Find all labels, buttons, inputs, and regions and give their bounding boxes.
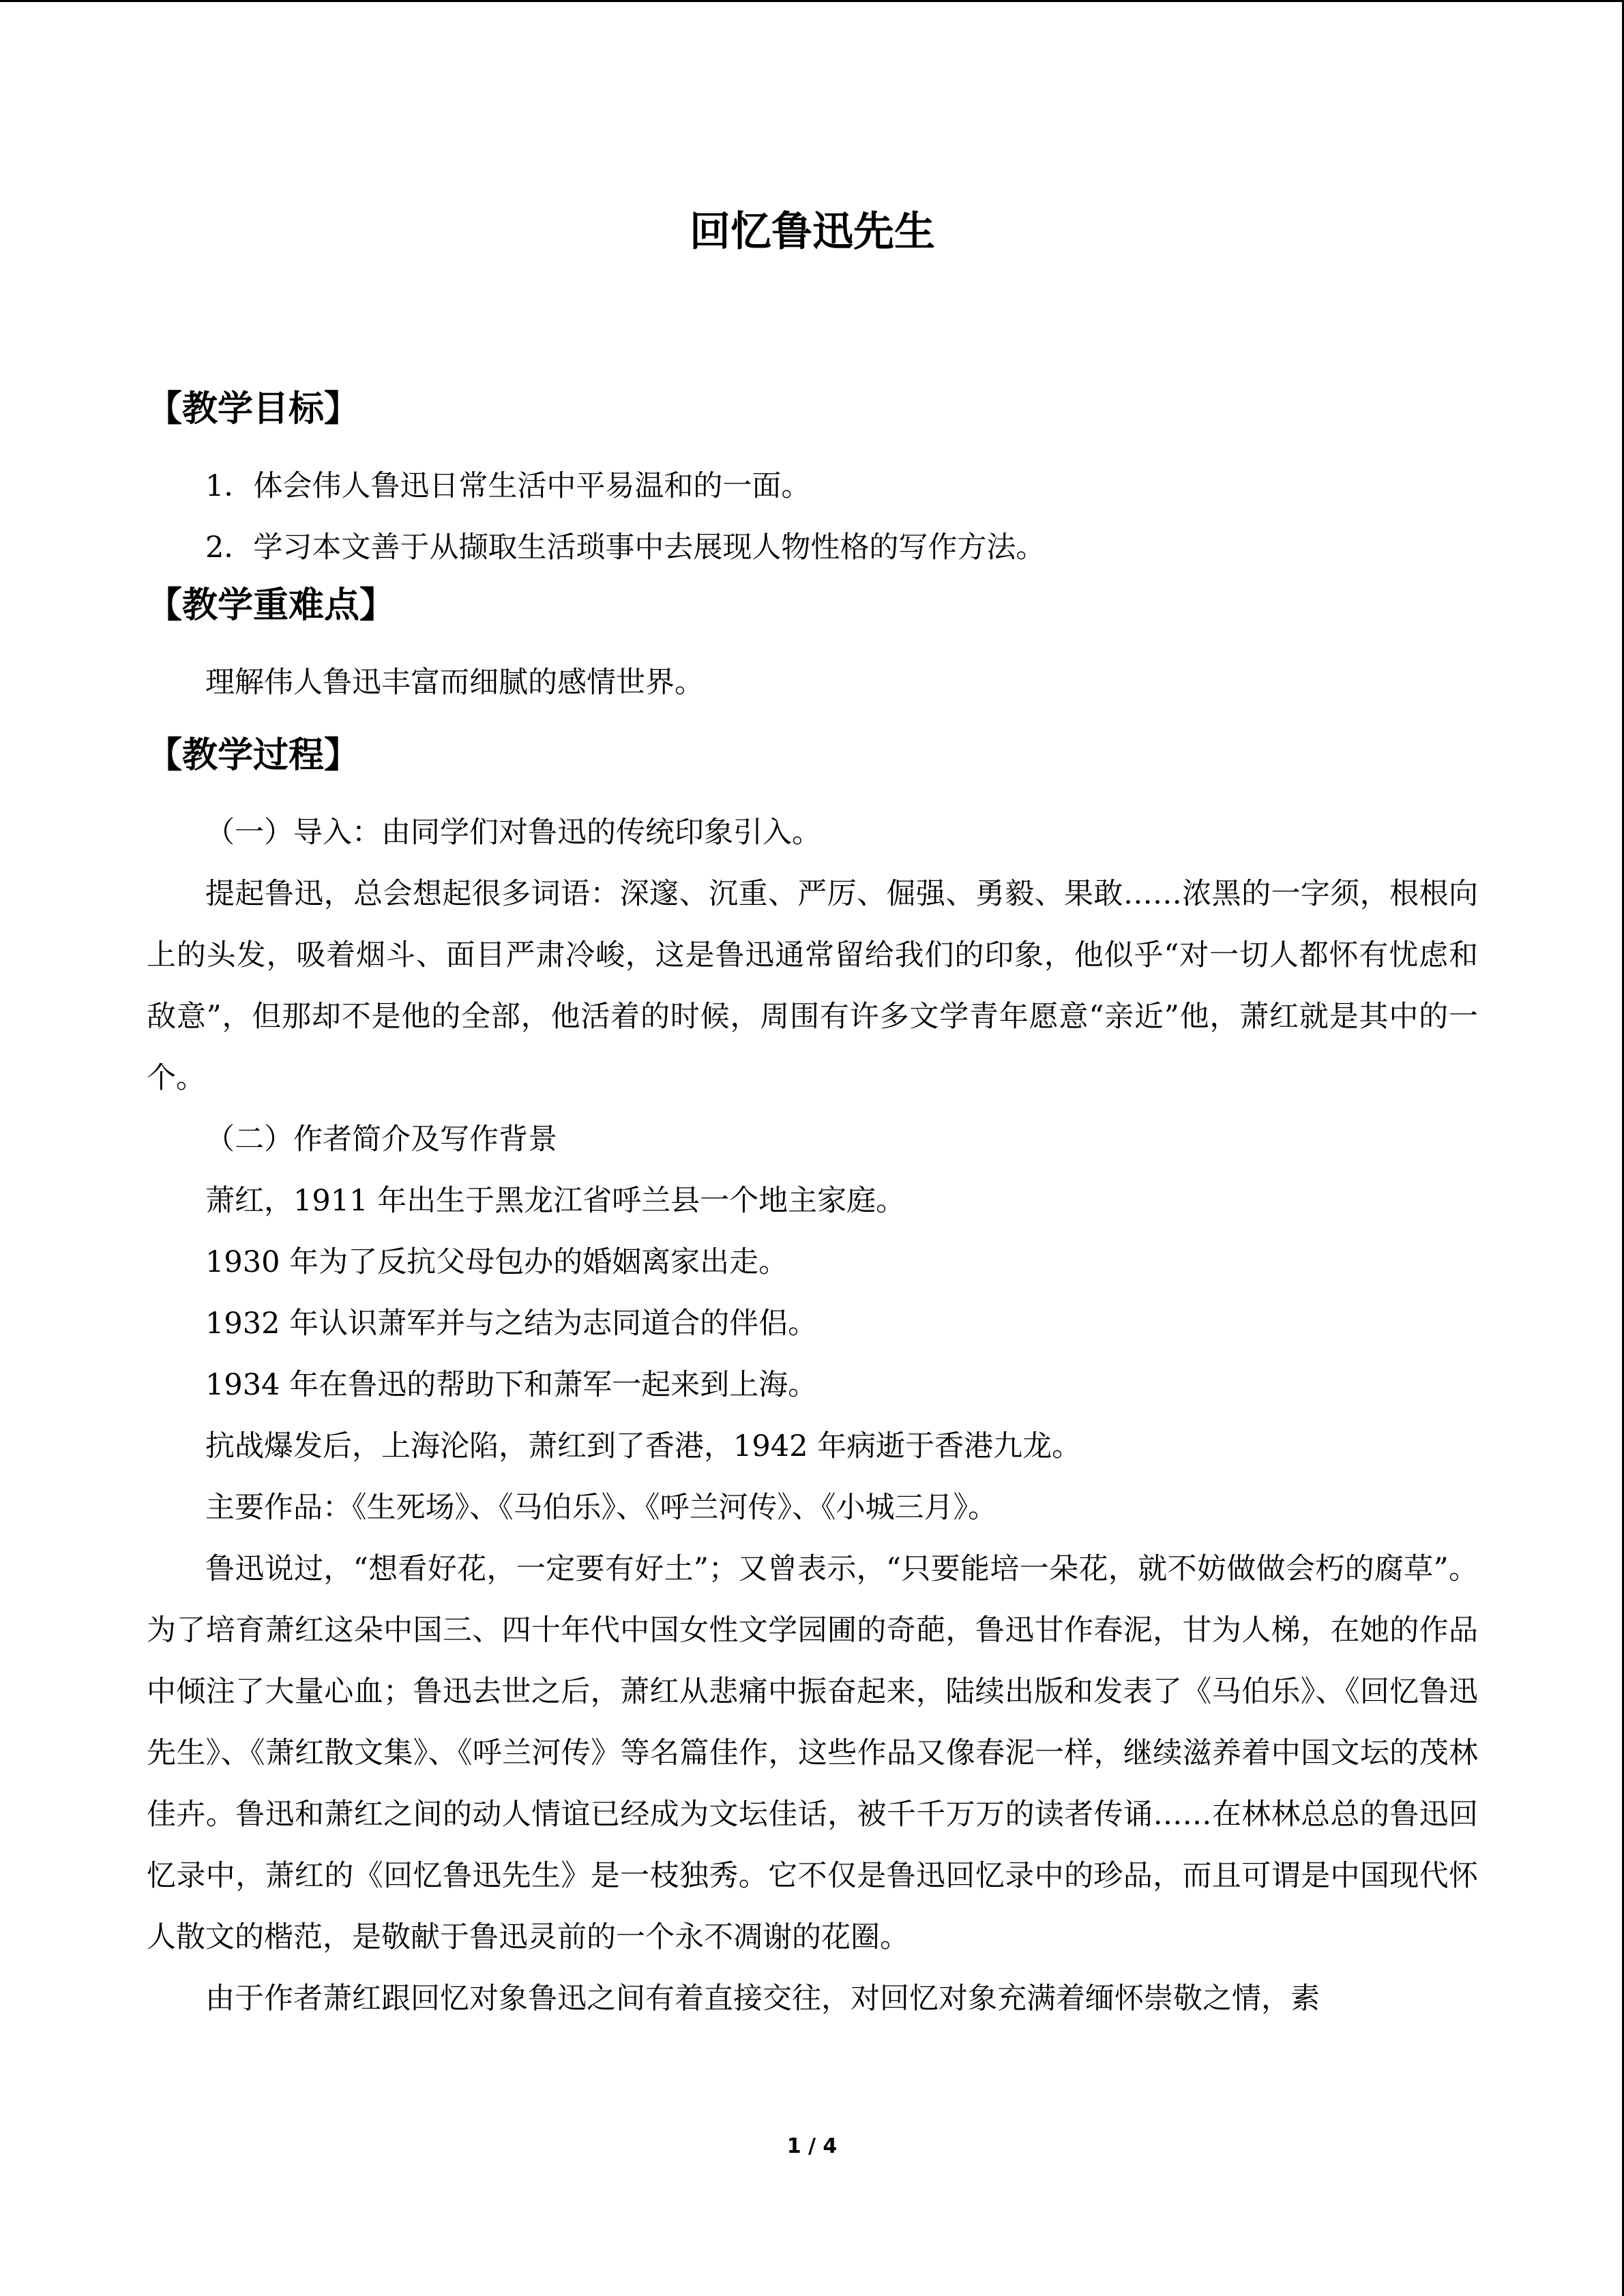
document-body — [147, 205, 1478, 2029]
process-paragraph: 萧红，1911 年出生于黑龙江省呼兰县一个地主家庭。 — [205, 1184, 906, 1218]
process-paragraph: 鲁迅说过，“想看好花，一定要有好土”；又曾表示，“只要能培一朵花，就不妨做做会朽的腐草”。为了培育萧红这朵中国三、四十年代中国女性文学园圃的奇葩，鲁迅甘作春泥，甘为人梯，在她的作品中倾注了大量心血；鲁迅去世之后，萧红从悲痛中振奋起来，陆续出版和发表了《马伯乐》、《回忆鲁迅先生》、《萧红散文集》、《呼兰河传》等名篇佳作，这些作品又像春泥一样，继续滋养着中国文坛的茂林佳卉。鲁迅和萧红之间的动人情谊已经成为文坛佳话，被千千万万的读者传诵……在林林总总的鲁迅回忆录中，萧红的《回忆鲁迅先生》是一枝独秀。它不仅是鲁迅回忆录中的珍品，而且可谓是中国现代怀人散文的楷范，是敬献于鲁迅灵前的一个永不凋谢的花圈。 — [147, 1552, 1478, 1954]
page-title: 回忆鲁迅先生 — [690, 208, 935, 256]
process-paragraph: （二）作者简介及写作背景 — [205, 1122, 557, 1157]
process-paragraph: 抗战爆发后，上海沦陷，萧红到了香港，1942 年病逝于香港九龙。 — [205, 1429, 1082, 1463]
page-border-top — [0, 0, 1624, 2]
process-paragraph: 1930 年为了反抗父母包办的婚姻离家出走。 — [205, 1245, 788, 1279]
process-paragraph: 主要作品：《生死场》、《马伯乐》、《呼兰河传》、《小城三月》。 — [205, 1491, 997, 1525]
goal-item: 1．体会伟人鲁迅日常生活中平易温和的一面。 — [205, 469, 811, 503]
goal-item: 2．学习本文善于从撷取生活琐事中去展现人物性格的写作方法。 — [205, 531, 1046, 565]
section-heading-goals: 【教学目标】 — [147, 389, 360, 430]
process-paragraph: 由于作者萧红跟回忆对象鲁迅之间有着直接交往，对回忆对象充满着缅怀崇敬之情，素 — [205, 1982, 1320, 2016]
process-paragraph: 提起鲁迅，总会想起很多词语：深邃、沉重、严厉、倔强、勇毅、果敢……浓黑的一字须，根根向上的头发，吸着烟斗、面目严肃冷峻，这是鲁迅通常留给我们的印象，他似乎“对一切人都怀有忧虑和敌意”，但那却不是他的全部，他活着的时候，周围有许多文学青年愿意“亲近”他，萧红就是其中的一个。 — [147, 877, 1478, 1095]
section-heading-keypoints: 【教学重难点】 — [147, 585, 396, 626]
process-paragraph: 1934 年在鲁迅的帮助下和萧军一起来到上海。 — [205, 1368, 818, 1402]
page-number: 1 / 4 — [786, 2134, 838, 2158]
process-paragraph: （一）导入：由同学们对鲁迅的传统印象引入。 — [205, 816, 821, 850]
process-paragraph: 1932 年认识萧军并与之结为志同道合的伴侣。 — [205, 1307, 818, 1341]
section-heading-process: 【教学过程】 — [147, 735, 360, 776]
keypoint-item: 理解伟人鲁迅丰富而细腻的感情世界。 — [205, 666, 704, 700]
